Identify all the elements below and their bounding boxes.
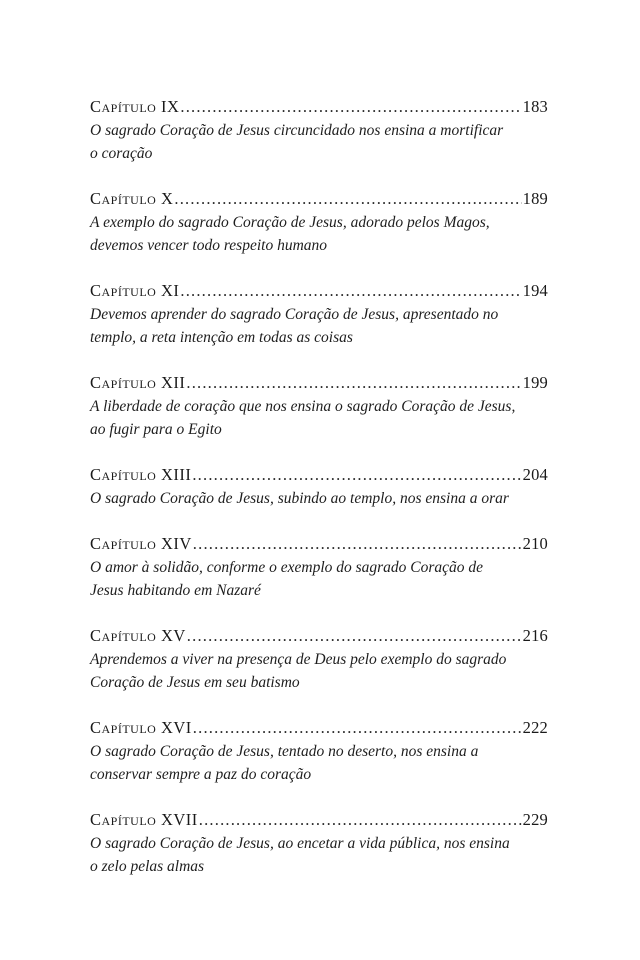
dot-leader xyxy=(199,809,522,831)
chapter-description xyxy=(90,648,548,694)
description-line: conservar sempre a paz do coração xyxy=(90,766,312,783)
chapter-description xyxy=(90,303,548,349)
toc-heading-line[interactable] xyxy=(90,188,548,210)
description-line: o zelo pelas almas xyxy=(90,858,205,875)
dot-leader xyxy=(186,372,521,394)
chapter-label: Capítulo XV xyxy=(90,626,186,645)
description-line: Coração de Jesus em seu batismo xyxy=(90,674,300,691)
chapter-description xyxy=(90,832,548,878)
dot-leader xyxy=(187,625,522,647)
chapter-description xyxy=(90,556,548,602)
page-number: 204 xyxy=(522,465,548,484)
toc-heading-line[interactable] xyxy=(90,464,548,486)
dot-leader xyxy=(180,96,521,118)
description-line: O sagrado Coração de Jesus, tentado no deserto, nos ensina a xyxy=(90,743,479,760)
toc-heading-line[interactable] xyxy=(90,280,548,302)
description-line: A liberdade de coração que nos ensina o sagrado Coração de Jesus, xyxy=(90,398,516,415)
toc-entry-chapter-9 xyxy=(90,96,548,165)
description-line: devemos vencer todo respeito humano xyxy=(90,237,328,254)
description-line: O sagrado Coração de Jesus, subindo ao templo, nos ensina a orar xyxy=(90,490,509,507)
dot-leader xyxy=(192,464,521,486)
description-line: templo, a reta intenção em todas as coisas xyxy=(90,329,353,346)
page-number: 183 xyxy=(522,97,548,116)
dot-leader xyxy=(193,717,522,739)
chapter-label: Capítulo XIII xyxy=(90,465,192,484)
description-line: O sagrado Coração de Jesus circuncidado nos ensina a mortificar xyxy=(90,122,504,139)
toc-entry-chapter-10 xyxy=(90,188,548,257)
description-line: Jesus habitando em Nazaré xyxy=(90,582,261,599)
toc-heading-line[interactable] xyxy=(90,533,548,555)
description-line: O amor à solidão, conforme o exemplo do sagrado Coração de xyxy=(90,559,484,576)
chapter-label: Capítulo IX xyxy=(90,97,180,116)
chapter-description xyxy=(90,740,548,786)
chapter-description xyxy=(90,119,548,165)
toc-heading-line[interactable] xyxy=(90,809,548,831)
page-number: 210 xyxy=(522,534,548,553)
chapter-label: Capítulo XVI xyxy=(90,718,192,737)
toc-entry-chapter-14 xyxy=(90,533,548,602)
description-line: A exemplo do sagrado Coração de Jesus, adorado pelos Magos, xyxy=(90,214,490,231)
page-number: 194 xyxy=(522,281,548,300)
chapter-label: Capítulo X xyxy=(90,189,174,208)
chapter-description xyxy=(90,395,548,441)
description-line: Aprendemos a viver na presença de Deus pelo exemplo do sagrado xyxy=(90,651,507,668)
chapter-label: Capítulo XII xyxy=(90,373,186,392)
toc-entry-chapter-17 xyxy=(90,809,548,878)
page-number: 222 xyxy=(522,718,548,737)
toc-heading-line[interactable] xyxy=(90,717,548,739)
toc-heading-line[interactable] xyxy=(90,372,548,394)
toc-entry-chapter-11 xyxy=(90,280,548,349)
dot-leader xyxy=(180,280,521,302)
page-number: 229 xyxy=(522,810,548,829)
chapter-label: Capítulo XVII xyxy=(90,810,198,829)
toc-entry-chapter-13 xyxy=(90,464,548,510)
description-line: ao fugir para o Egito xyxy=(90,421,222,438)
description-line: o coração xyxy=(90,145,153,162)
toc-entry-chapter-12 xyxy=(90,372,548,441)
chapter-label: Capítulo XI xyxy=(90,281,180,300)
page-number: 216 xyxy=(522,626,548,645)
toc-entry-chapter-15 xyxy=(90,625,548,694)
chapter-description xyxy=(90,211,548,257)
chapter-description xyxy=(90,487,548,510)
page-number: 199 xyxy=(522,373,548,392)
dot-leader xyxy=(174,188,521,210)
description-line: Devemos aprender do sagrado Coração de Jesus, apresentado no xyxy=(90,306,499,323)
toc-heading-line[interactable] xyxy=(90,96,548,118)
chapter-label: Capítulo XIV xyxy=(90,534,192,553)
toc-entry-chapter-16 xyxy=(90,717,548,786)
page-number: 189 xyxy=(522,189,548,208)
dot-leader xyxy=(193,533,522,555)
toc-heading-line[interactable] xyxy=(90,625,548,647)
description-line: O sagrado Coração de Jesus, ao encetar a vida pública, nos ensina xyxy=(90,835,510,852)
